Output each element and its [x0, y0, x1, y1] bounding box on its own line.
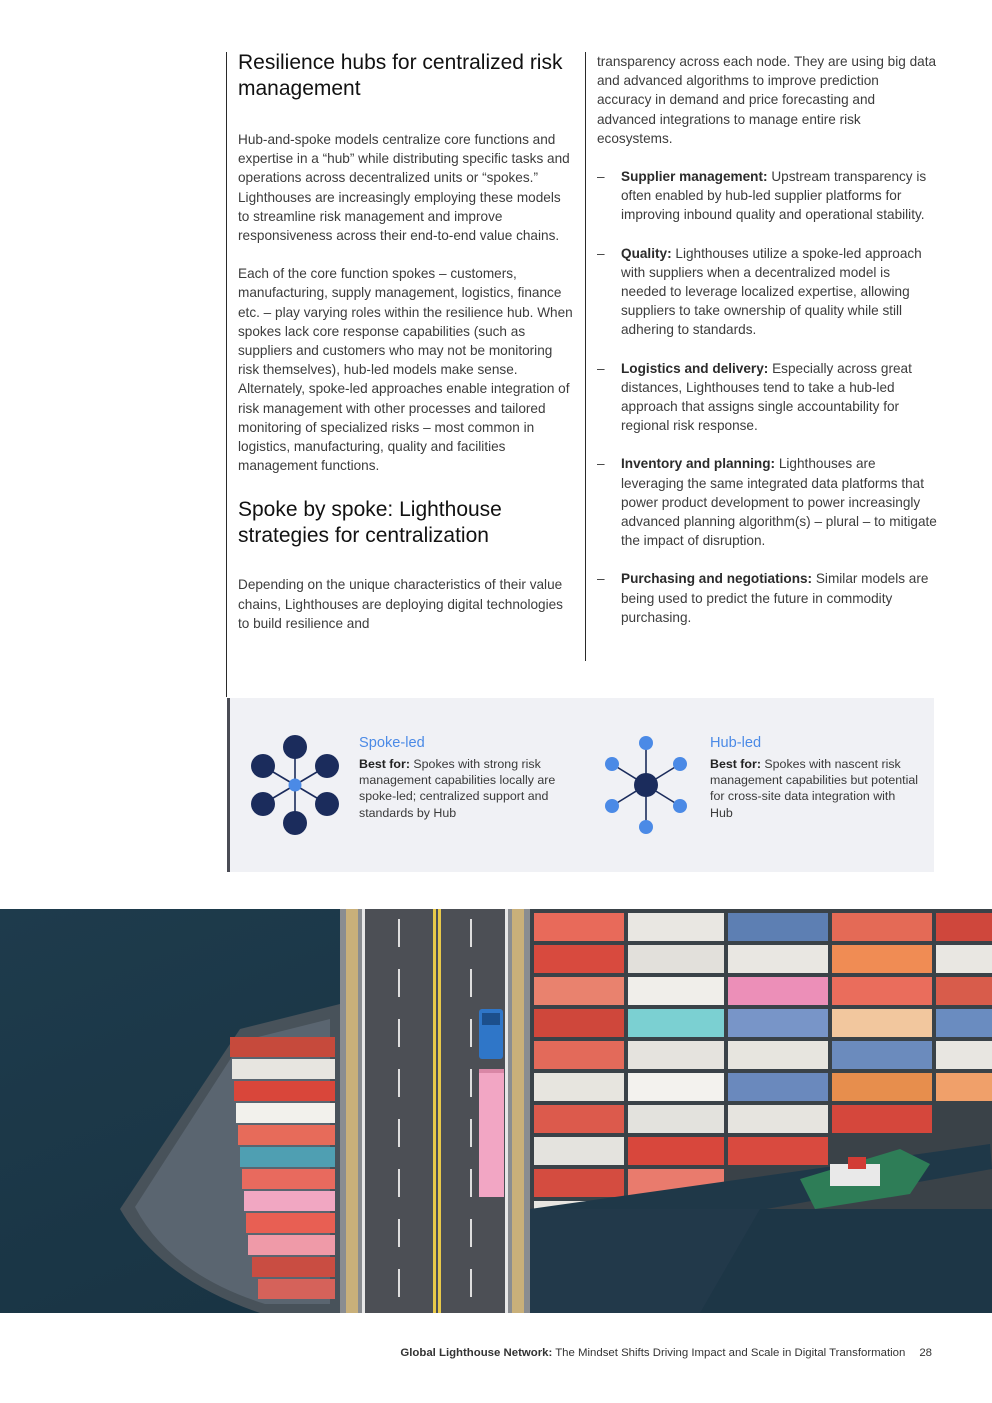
bullet-inventory-and-planning [597, 454, 937, 550]
bullet-dash: – [597, 360, 605, 376]
hub-led-title: Hub-led [710, 735, 762, 751]
spoke-led-network-icon [247, 734, 343, 836]
section-heading-resilience-hubs: Resilience hubs for centralized risk management [238, 51, 563, 100]
bullet-heading: Logistics and delivery: [621, 360, 769, 376]
container-ship-illustration [0, 909, 992, 1313]
hub-led-body [710, 756, 920, 821]
best-for-label: Best for: [359, 757, 410, 771]
bullet-dash: – [597, 169, 605, 185]
bullet-text: Lighthouses utilize a spoke-led approach with suppliers when a decentralized model is needed to leverage localized expertise, allowing suppliers to take ownership of quality while still adhering to standards. [621, 245, 922, 338]
spoke-led-diagram [247, 734, 343, 836]
bullet-text: Especially across great distances, Lighthouses tend to take a hub-led approach that assigns single accountability for regional risk response. [621, 360, 912, 434]
section-heading-spoke-by-spoke: Spoke by spoke: Lighthouse strategies for centralization [238, 498, 502, 548]
footer-publication: Global Lighthouse Network: [400, 1347, 553, 1359]
bullet-dash: – [597, 245, 605, 261]
bullet-heading: Quality: [621, 245, 672, 261]
bullet-dash: – [597, 456, 605, 472]
left-column [238, 50, 573, 633]
bullet-supplier-management [597, 167, 937, 225]
bullet-heading: Inventory and planning: [621, 456, 776, 472]
truck-on-bridge [479, 1009, 504, 1197]
page-footer [0, 1347, 932, 1359]
hub-led-diagram [598, 734, 694, 836]
bullet-quality [597, 244, 937, 340]
bullet-dash: – [597, 571, 605, 587]
footer-subtitle: The Mindset Shifts Driving Impact and Scale in Digital Transformation [552, 1347, 906, 1359]
bullet-text: Upstream transparency is often enabled by hub-led supplier platforms for improving inbound quality and operational stability. [621, 169, 927, 223]
hub-led-description [710, 734, 920, 821]
ship-deck-containers [530, 909, 992, 1313]
middle-column-rule [585, 52, 586, 661]
spoke-led-text: Spokes with strong risk management capabilities locally are spoke-led; centralized support and standards by Hub [359, 757, 556, 820]
bullet-logistics-and-delivery [597, 359, 937, 436]
spoke-led-title: Spoke-led [359, 735, 425, 751]
bullet-heading: Purchasing and negotiations: [621, 571, 813, 587]
spoke-led-description [359, 734, 569, 821]
left-column-rule [226, 52, 227, 697]
bullet-purchasing-and-negotiations [597, 569, 937, 627]
spoke-led-body [359, 756, 569, 821]
paragraph-value-chains-start: Depending on the unique characteristics of their value chains, Lighthouses are deploying digital technologies to build resilience and [238, 577, 563, 631]
bullet-text: Similar models are being used to predict the future in commodity purchasing. [621, 571, 929, 625]
hub-led-network-icon [598, 734, 694, 836]
bullet-heading: Supplier management: [621, 169, 768, 185]
paragraph-hub-and-spoke: Hub-and-spoke models centralize core functions and expertise in a “hub” while distributing specific tasks and operations across decentralized units or “spokes.” Lighthouses are increasingly employing these models to streamline risk management and improve responsiveness across their end-to-end value chains. [238, 132, 570, 244]
paragraph-value-chains-continued: transparency across each node. They are using big data and advanced algorithms to improve prediction accuracy in demand and price forecasting and advanced integrations to manage entire risk ecosystems. [597, 54, 937, 146]
page-number: 28 [919, 1347, 932, 1359]
right-column [597, 52, 937, 627]
paragraph-core-function-spokes: Each of the core function spokes – customers, manufacturing, supply management, logistics, finance etc. – play varying roles within the resilience hub. When spokes lack core response capabilities (such as suppliers and customers who may not be monitoring risk themselves), hub-led models make sense. Alternately, spoke-led approaches enable integration of risk management with other processes and tailored monitoring of specialized risks – most common in logistics, manufacturing, quality and facilities management functions. [238, 266, 573, 474]
hub-spoke-callout-box [227, 698, 934, 872]
best-for-label: Best for: [710, 757, 761, 771]
hub-led-text: Spokes with nascent risk management capabilities but potential for cross-site data integration with Hub [710, 757, 919, 820]
bullet-text: Lighthouses are leveraging the same integrated data platforms that power product development to power increasingly advanced planning algorithm(s) – plural – to mitigate the impact of disruption. [621, 456, 937, 549]
container-ship-aerial-photo [0, 909, 992, 1313]
